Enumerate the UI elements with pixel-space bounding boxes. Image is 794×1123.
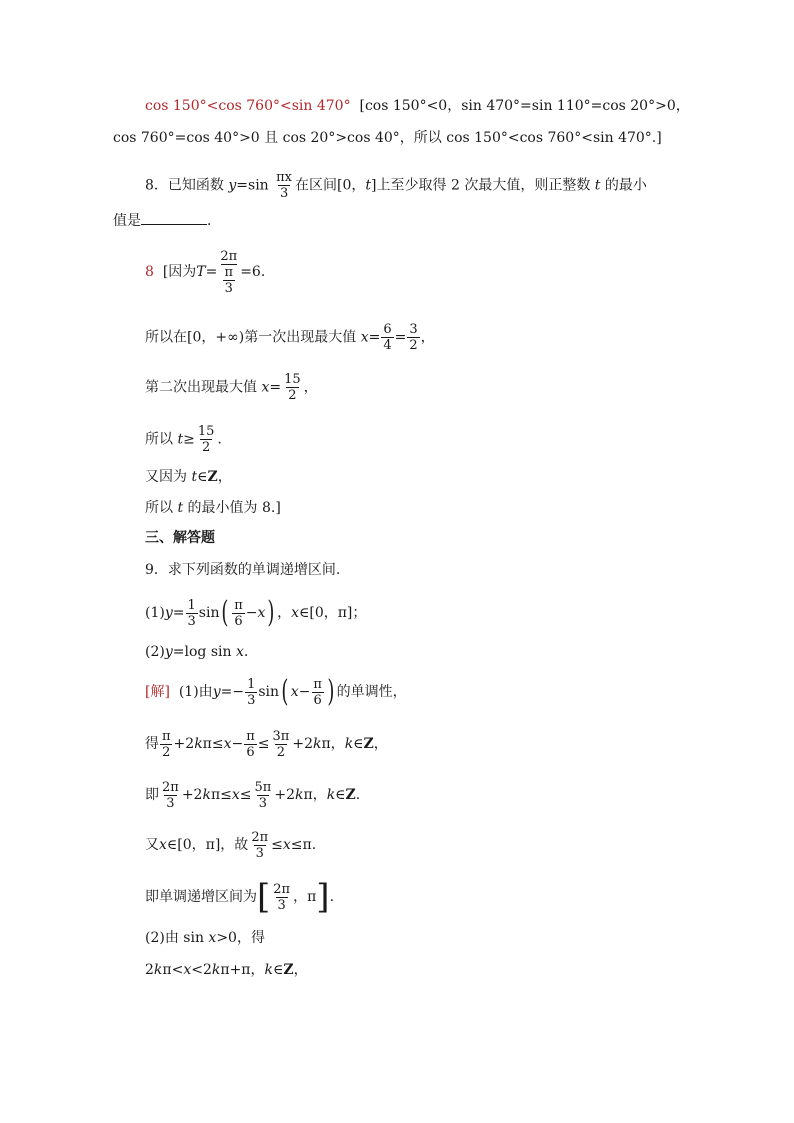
answer-7-result: cos 150°<cos 760°<sin 470° xyxy=(145,98,351,114)
q8-text: 的最小 xyxy=(600,177,647,194)
fraction-2pi-over-pi-3: 2π π 3 xyxy=(220,248,238,296)
section-heading: 三、解答题 xyxy=(145,530,215,546)
solution-line-2: 得 π 2 +2 k π≤ x − $\frac{\pi}{6}$ ≤ $\frac{3\pi}{2}$ +2 k π， k ∈ Z ， xyxy=(145,728,388,760)
solution-line-5: 即单调递增区间为 [ 2π 3 ，π ] . xyxy=(145,877,335,917)
right-bracket: ] xyxy=(316,877,330,917)
q8-text: ]上至少取得 2 次最大值，则正整数 xyxy=(371,177,595,194)
answer-8-line-4: 所以 t≥ $\frac{15}{2}$ . xyxy=(145,424,222,455)
answer-8-line-1: 8 [因为 T = 2π π 3 =6. xyxy=(145,248,266,296)
answer-8-line-3: 第二次出现最大值 x= $\frac{15}{2}$ ， xyxy=(145,372,318,403)
question-8-line-1 xyxy=(145,170,647,201)
q8-text: 8．已知函数 xyxy=(145,177,229,194)
var-T: T xyxy=(196,264,206,280)
var-y: y xyxy=(228,177,237,194)
question-8-line-2: 值是 ． xyxy=(113,210,221,231)
solution-line-7: 2kπ<x<2kπ+π，k∈Z， xyxy=(145,962,308,978)
answer-8-line-2: 所以在[0，+∞)第一次出现最大值 x= $\frac{6}{4}$ = $\frac{3}{2}$ ， xyxy=(145,322,435,353)
solution-line-6: (2)由 sin x>0，得 xyxy=(145,930,265,946)
answer-7-explanation-1: [cos 150°<0，sin 470°=sin 110°=cos 20°>0， xyxy=(359,98,690,114)
question-9-title: 9．求下列函数的单调递增区间. xyxy=(145,562,341,578)
left-paren: ( xyxy=(221,595,229,630)
question-9-part-2: (2)y=log sin x. xyxy=(145,644,249,660)
answer-8-value: 8 xyxy=(145,264,154,280)
answer-7-line-2: cos 760°=cos 40°>0 且 cos 20°>cos 40°，所以 cos 150°<cos 760°<sin 470°.] xyxy=(113,130,662,146)
left-bracket: [ xyxy=(257,877,271,917)
solution-tag: [解] xyxy=(145,684,170,700)
question-9-part-1: (1) y = $\frac{1}{3}$ sin ( π 6 − x ) ， x ∈[0，π]； xyxy=(145,595,367,630)
answer-8-line-6: 所以 t 的最小值为 8.] xyxy=(145,500,281,516)
answer-8-line-5: 又因为 t∈Z， xyxy=(145,469,232,485)
solution-line-3: 即 2π 3 +2 k π≤ x ≤ $\frac{5\pi}{3}$ +2 k π， k ∈ Z . xyxy=(145,779,361,811)
var-t: t xyxy=(365,177,372,194)
solution-line-4: 又 x ∈[0，π]，故 $\frac{2\pi}{3}$ ≤ x ≤π. xyxy=(145,829,317,861)
solution-line-1: [解] (1)由 y =− $\frac{1}{3}$ sin ( x − $\frac{\pi}{6}$ ) 的单调性， xyxy=(145,674,407,709)
right-paren: ) xyxy=(267,595,275,630)
q8-text: 在区间[0， xyxy=(295,177,366,194)
q8-eq: =sin xyxy=(236,177,274,194)
answer-blank[interactable] xyxy=(141,210,207,225)
answer-7-line-1 xyxy=(145,96,690,116)
fraction-pix-over-3: $\frac{\pi x}{3}$ xyxy=(276,170,293,201)
var-t: t xyxy=(594,177,601,194)
